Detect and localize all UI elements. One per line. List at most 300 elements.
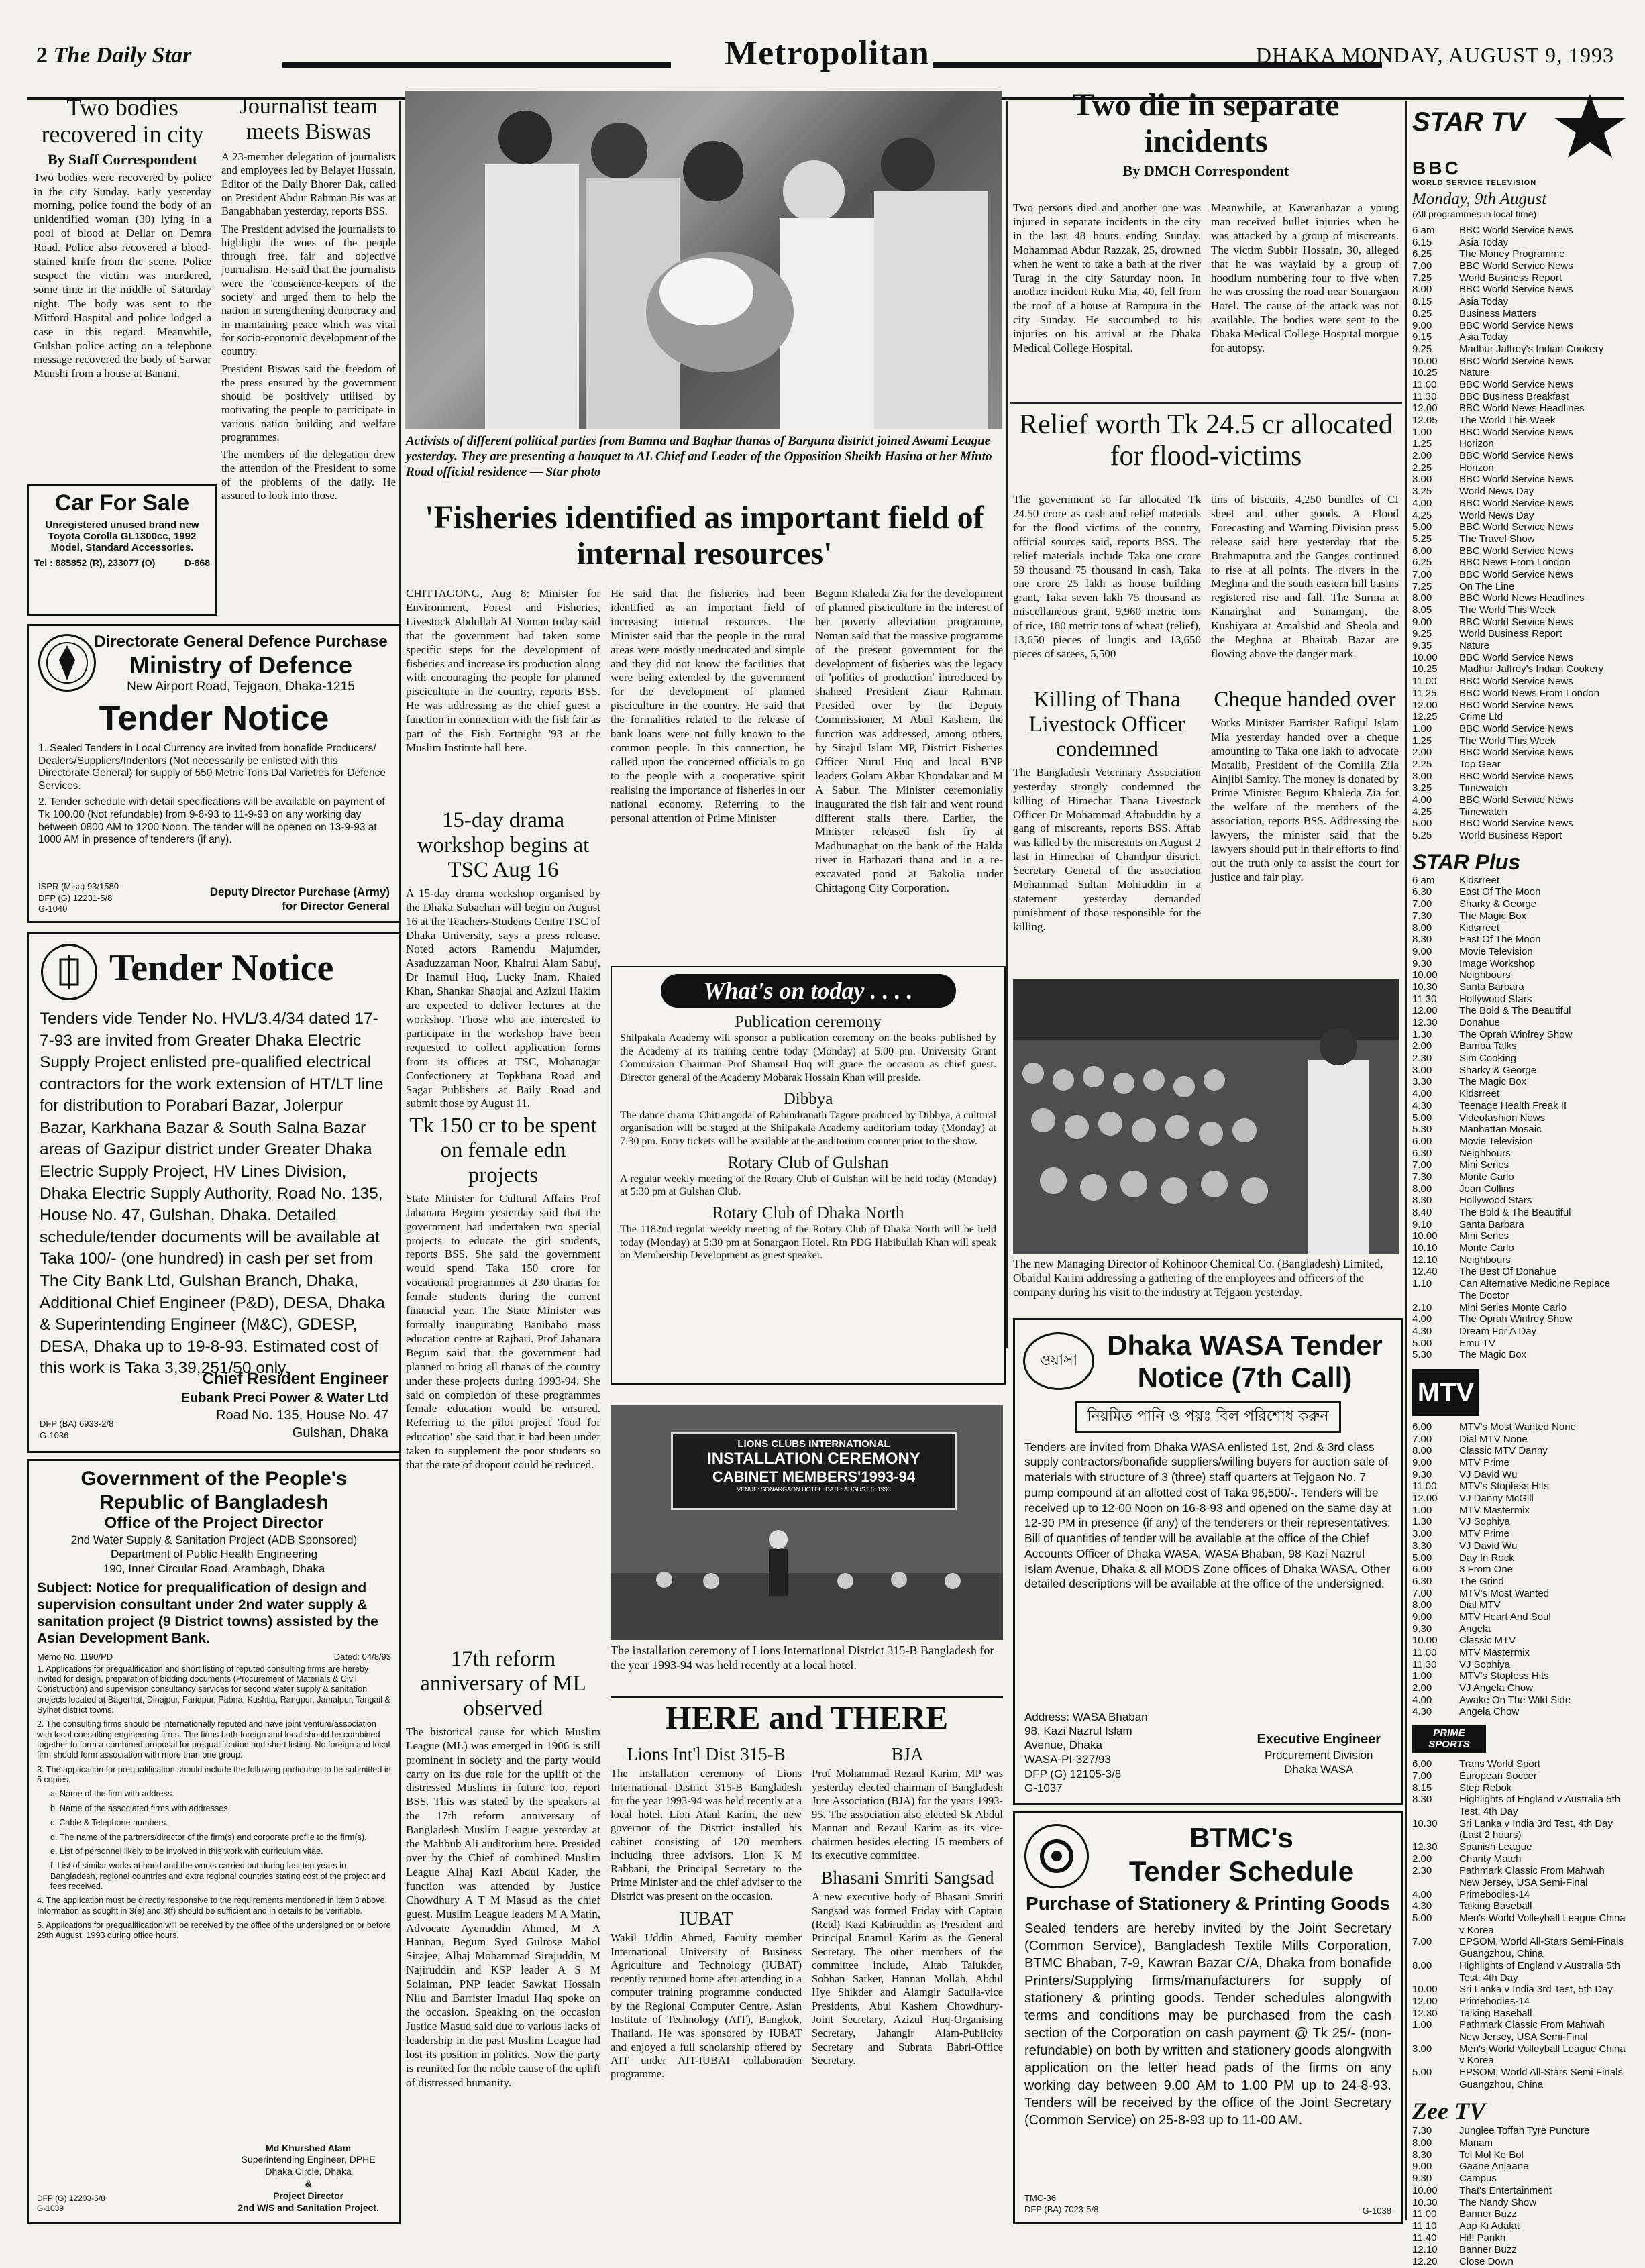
schedule-row (1412, 747, 1627, 759)
signatory-title: Dhaka WASA (1284, 1762, 1354, 1776)
schedule-row (1412, 1183, 1627, 1195)
schedule-time: 7.00 (1412, 1159, 1432, 1171)
event-heading: Rotary Club of Dhaka North (712, 1204, 904, 1223)
schedule-programme: The Oprah Winfrey Show (1459, 1313, 1573, 1326)
schedule-row (1412, 1017, 1627, 1029)
schedule-programme: Asia Today (1459, 296, 1509, 308)
schedule-programme: Timewatch (1459, 806, 1507, 818)
schedule-programme: Madhur Jaffrey's Indian Cookery (1459, 343, 1604, 355)
schedule-programme: Dream For A Day (1459, 1325, 1537, 1337)
schedule-row (1412, 592, 1627, 604)
schedule-programme: Sri Lanka v India 3rd Test, 4th Day (Last 2 hours) (1459, 1817, 1613, 1841)
schedule-time: 1.00 (1412, 1670, 1432, 1682)
schedule-time: 5.00 (1412, 1552, 1432, 1564)
schedule-row (1412, 1635, 1627, 1647)
schedule-row (1412, 1052, 1627, 1065)
schedule-programme: MTV Mastermix (1459, 1504, 1530, 1516)
schedule-row (1412, 2244, 1627, 2256)
tender-title: Dhaka WASA Tender (1107, 1330, 1383, 1361)
schedule-time: 11.10 (1412, 2220, 1437, 2232)
schedule-time: 3.30 (1412, 1540, 1432, 1552)
schedule-row (1412, 1302, 1627, 1314)
schedule-time: 5.00 (1412, 818, 1432, 830)
schedule-row (1412, 2019, 1627, 2043)
signatory: for Director General (282, 899, 390, 912)
schedule-programme: Pathmark Classic From Mahwah New Jersey, USA Semi-Final (1459, 1865, 1605, 1888)
schedule-row (1412, 663, 1627, 676)
schedule-row (1412, 628, 1627, 640)
schedule-time: 2.30 (1412, 1865, 1432, 1877)
schedule-programme: BBC Business Breakfast (1459, 390, 1569, 402)
article-journalist-team (221, 94, 396, 577)
schedule-time: 12.25 (1412, 711, 1438, 723)
schedule-programme: Highlights of England v Australia 5th Test, 4th Day (1459, 1794, 1621, 1817)
schedule-row (1412, 1758, 1627, 1770)
schedule-row (1412, 1588, 1627, 1600)
schedule-row (1412, 438, 1627, 450)
schedule-row (1412, 1076, 1627, 1088)
rule (1010, 402, 1402, 404)
schedule-row (1412, 2161, 1627, 2173)
schedule-time: 11.30 (1412, 1658, 1437, 1670)
schedule-row (1412, 1623, 1627, 1635)
event-text: The dance drama 'Chitrangoda' of Rabindranath Tagore produced by Dibbya, a cultural organisation will be staged at the Shilpakala Academy auditorium today (Monday) at 7:30 pm. Entry tickets will be available at the auditorium counter prior to the show. (620, 1109, 996, 1148)
schedule-row (1412, 1171, 1627, 1183)
schedule-time: 12.00 (1412, 402, 1438, 415)
schedule-row (1412, 1960, 1627, 1984)
schedule-row (1412, 922, 1627, 934)
schedule-time: 2.00 (1412, 747, 1432, 759)
schedule-time: 10.00 (1412, 355, 1438, 367)
schedule-programme: Monte Carlo (1459, 1242, 1514, 1254)
address-line: 98, Kazi Nazrul Islam (1024, 1724, 1132, 1737)
article-body: The Bangladesh Veterinary Association yesterday strongly condemned the killing of Himechar Thana Livestock Officer Dr Mohammad Aftabuddin by a gang of miscreants, reports BSS. Aftab was killed by the miscreants on August 2 last in Himechar of Chandpur district. Secretary General of the association Mohammad Sultan Mohiuddin in a statement yesterday demanded punishment of those responsible for the killing. (1013, 765, 1201, 933)
article-body: A 15-day drama workshop organised by the Dhaka Subachan will begin on August 16 at the Teachers-Students Centre TSC of Dhaka University, says a press release. Noted actors Ramendu Majumder, Asaduzzaman Noor, Khairul Alam Sabuj, Dr Inamul Huq, Lucky Inam, Khaled Khan, Shankar Shaojal and Azizul Hakim are expected to deliver lectures at the workshop. Those who are interested to participate in the workshop have been requested to collect application forms from its offices at TSC, Mohanagar Confectionery at Topkhana Road and Sagar Publishers at Baily Road and submit those by August 11. (406, 886, 600, 1110)
section-title: HERE and THERE (665, 1698, 949, 1736)
schedule-row (1412, 934, 1627, 946)
headline: 17th reform anniversary of ML observed (420, 1647, 586, 1721)
schedule-programme: MTV Mastermix (1459, 1647, 1530, 1658)
schedule-programme: Junglee Toffan Tyre Puncture (1459, 2125, 1590, 2137)
article-body: Two bodies were recovered by police in the city Sunday. Early yesterday morning, police found the body of an unidentified woman (30) lying in a pool of blood at Dellar on Demra Road. Police also recovered a blood-stained knife from the scene. Police suspect the victim was murdered, some time in the middle of Saturday night. The body was sent to the Mitford Hospital and police lodged a case in this regard. Meanwhile, Gulshan police acting on a telephone message recovered the body of Sarwar Munshi from a house at Banani. (34, 170, 211, 380)
item-heading: Lions Int'l Dist 315-B (627, 1744, 786, 1764)
schedule-row (1412, 1670, 1627, 1682)
ad-title: Car For Sale (54, 490, 190, 516)
article-tk150 (406, 1114, 600, 1643)
article-killing (1013, 688, 1201, 976)
item-text: A new executive body of Bhasani Smriti Sangsad was formed Friday with Captain (Retd) Kazi Kabiruddin as President and Principal Enamul Karim as the General Secretary. The other members of the committee include, Altab Talukder, Sobhan Sarker, Hannan Mollah, Abdul Hye Shikder and Alamgir Sadulla-vice Presidents, Abul Kashem Chowdhury-Joint Secretary, Azizul Huq-Organising Secretary, Jahangir Alam-Publicity Secretary and Subrata Babri-Office Secretary. (812, 1890, 1003, 2067)
schedule-row (1412, 367, 1627, 379)
schedule-row (1412, 969, 1627, 981)
schedule-row (1412, 2256, 1627, 2268)
schedule-time: 12.30 (1412, 1017, 1438, 1028)
schedule-row (1412, 391, 1627, 403)
schedule-time: 6 am (1412, 225, 1435, 236)
schedule-programme: BBC World Service News (1459, 616, 1573, 628)
item-text: The installation ceremony of Lions International District 315-B Bangladesh for the year 1993-94 was held recently at a local hotel. Lion Ataul Karim, the new governor of the District installed his cabinet consisting of 120 members including three advisors. Lion K M Rabbani, the Principal Secretary to the Prime Minister and the chief adviser to the District was present on the occasion. (611, 1767, 802, 1902)
schedule-time: 2.00 (1412, 1040, 1432, 1052)
schedule-row (1412, 1706, 1627, 1718)
schedule-time: 12.20 (1412, 2255, 1438, 2267)
prime-sports-schedule (1412, 1758, 1627, 2090)
schedule-row (1412, 1818, 1627, 1841)
ad-car-for-sale (27, 484, 217, 616)
schedule-programme: Awake On The Wild Side (1459, 1694, 1571, 1706)
schedule-programme: Teenage Health Freak II (1459, 1099, 1567, 1112)
schedule-row (1412, 735, 1627, 747)
event-heading: Publication ceremony (735, 1013, 882, 1031)
article-relief-col1: The government so far allocated Tk 24.50 crore as cash and relief materials for the flood victims of the country, official sources said, reports BSS. The relief materials include Taka one crore 59 thousand 75 thousand in cash, Taka one crore 25 lakh as house building grant, Taka seven lakh 75 thousand as miscellaneous grant, 9,960 metric tons of rice, 180 metric tons of wheat (relief), 13,650 pieces of lungis and 13,650 pieces of sarees, 5,500 (1013, 493, 1201, 660)
schedule-programme: Talking Baseball (1459, 1900, 1532, 1912)
schedule-row (1412, 510, 1627, 522)
item-text: Prof Mohammad Rezaul Karim, MP was yesterday elected chairman of Bangladesh Jute Association (BJA) for the years 1993-95. The association also elected Sk Abdul Mannan and Rezaul Karim as its vice-chairmen besides electing 15 members of its executive committee. (812, 1767, 1003, 1861)
schedule-row (1412, 356, 1627, 368)
schedule-programme: Men's World Volleyball League China v Korea (1459, 1912, 1626, 1936)
schedule-time: 7.00 (1412, 898, 1432, 910)
signatory: Project Director (273, 2190, 344, 2202)
schedule-time: 6 am (1412, 874, 1435, 886)
schedule-time: 11.00 (1412, 378, 1437, 390)
schedule-programme: BBC World News Headlines (1459, 592, 1585, 604)
schedule-time: 12.00 (1412, 699, 1438, 711)
schedule-time: 3.00 (1412, 1528, 1432, 1540)
schedule-time: 5.00 (1412, 1337, 1432, 1349)
schedule-time: 11.00 (1412, 2208, 1437, 2220)
schedule-row (1412, 1029, 1627, 1041)
schedule-time: 2.00 (1412, 1853, 1432, 1865)
schedule-time: 8.30 (1412, 1794, 1432, 1806)
tender-title: Tender Schedule (1128, 1855, 1355, 1887)
column-rule (1006, 101, 1008, 1348)
headline: Tk 150 cr to be spent on female edn projects (409, 1114, 597, 1187)
schedule-programme: Classic MTV Danny (1459, 1445, 1548, 1457)
schedule-row (1412, 604, 1627, 616)
banner-text: LIONS CLUBS INTERNATIONAL (737, 1438, 890, 1450)
ref-code: G-1036 (40, 1430, 69, 1441)
schedule-row (1412, 308, 1627, 320)
schedule-time: 7.00 (1412, 1433, 1432, 1445)
schedule-programme: The Grind (1459, 1575, 1504, 1587)
bbc-subtitle: WORLD SERVICE TELEVISION (1412, 179, 1537, 187)
schedule-row (1412, 1865, 1627, 1888)
schedule-row (1412, 1841, 1627, 1853)
schedule-time: 12.30 (1412, 2007, 1438, 2019)
schedule-programme: Primebodies-14 (1459, 1888, 1530, 1900)
schedule-row (1412, 830, 1627, 842)
schedule-programme: That's Entertainment (1459, 2184, 1552, 2196)
schedule-programme: Image Workshop (1459, 957, 1536, 969)
schedule-note: (All programmes in local time) (1412, 209, 1537, 219)
schedule-programme: The Travel Show (1459, 533, 1535, 545)
schedule-programme: VJ David Wu (1459, 1540, 1518, 1552)
schedule-row (1412, 1694, 1627, 1707)
ad-gov-prequalification (27, 1459, 401, 2224)
schedule-time: 1.00 (1412, 2019, 1432, 2031)
schedule-programme: MTV Prime (1459, 1528, 1509, 1540)
schedule-row (1412, 1434, 1627, 1446)
mtv-logo: MTV (1412, 1369, 1479, 1416)
schedule-programme: MTV Heart And Soul (1459, 1611, 1551, 1623)
schedule-programme: The Bold & The Beautiful (1459, 1207, 1571, 1218)
schedule-programme: The Bold & The Beautiful (1459, 1005, 1571, 1017)
schedule-row (1412, 2149, 1627, 2161)
schedule-time: 9.00 (1412, 2161, 1432, 2173)
schedule-programme: VJ Sophiya (1459, 1658, 1510, 1670)
schedule-time: 2.25 (1412, 462, 1432, 474)
schedule-row (1412, 2137, 1627, 2149)
schedule-row (1412, 1338, 1627, 1350)
schedule-time: 9.00 (1412, 319, 1432, 331)
ad-code: D-868 (184, 557, 210, 568)
ref-code: G-1040 (38, 903, 68, 914)
schedule-programme: Joan Collins (1459, 1183, 1514, 1195)
schedule-time: 8.00 (1412, 284, 1432, 296)
event-text: A regular weekly meeting of the Rotary Club of Gulshan will be held today (Monday) at 5:30 pm at Gulshan Club. (620, 1173, 996, 1198)
schedule-programme: Nature (1459, 640, 1490, 652)
schedule-row (1412, 981, 1627, 993)
tender-title: BTMC's (1189, 1822, 1293, 1853)
schedule-programme: Banner Buzz (1459, 2244, 1517, 2256)
list-item: c. Cable & Telephone numbers. (50, 1818, 168, 1828)
schedule-time: 1.25 (1412, 438, 1432, 450)
schedule-row (1412, 1136, 1627, 1148)
schedule-programme: European Soccer (1459, 1770, 1537, 1782)
masthead-rule-left (282, 62, 671, 68)
schedule-row (1412, 1552, 1627, 1564)
paragraph: The President advised the journalists to highlight the woes of the people through free, fair and objective journalism. He said that the journalists were the 'conscience-keepers of the society' and urged them to help the nation in strengthening democracy and in maintaining peace which was vital for socio-economic development of the country. (221, 222, 396, 358)
schedule-programme: Sharky & George (1459, 898, 1537, 910)
schedule-row (1412, 782, 1627, 794)
schedule-row (1412, 806, 1627, 818)
schedule-time: 8.00 (1412, 592, 1432, 604)
schedule-row (1412, 1996, 1627, 2008)
schedule-programme: The World This Week (1459, 735, 1556, 747)
byline: By DMCH Correspondent (1122, 162, 1289, 179)
schedule-row (1412, 2008, 1627, 2020)
ad-desa-tender (27, 932, 401, 1453)
schedule-time: 1.30 (1412, 1028, 1432, 1040)
schedule-row (1412, 886, 1627, 898)
headline: Two die in separate incidents (1072, 87, 1340, 159)
schedule-row (1412, 296, 1627, 308)
ref-code: WASA-PI-327/93 (1024, 1753, 1111, 1766)
schedule-time: 11.30 (1412, 390, 1437, 402)
schedule-time: 11.40 (1412, 2232, 1437, 2244)
ad-wasa-tender (1013, 1318, 1403, 1805)
schedule-row (1412, 1088, 1627, 1100)
schedule-programme: Crime Ltd (1459, 711, 1503, 723)
schedule-time: 8.00 (1412, 922, 1432, 934)
schedule-time: 10.00 (1412, 651, 1438, 663)
schedule-row (1412, 1599, 1627, 1611)
schedule-row (1412, 581, 1627, 593)
ref-code: DFP (G) 12231-5/8 (38, 892, 113, 903)
schedule-row (1412, 225, 1627, 237)
schedule-programme: Dial MTV None (1459, 1433, 1528, 1445)
schedule-time: 7.25 (1412, 580, 1432, 592)
ad-phone: Tel : 885852 (R), 233077 (O) (34, 557, 156, 568)
schedule-time: 5.00 (1412, 521, 1432, 533)
list-item: a. Name of the firm with address. (50, 1789, 174, 1799)
tender-text: Tenders are invited from Dhaka WASA enlisted 1st, 2nd & 3rd class supply contractors/bonafide suppliers/willing buyers for auction sale of materials with structure of 3 (three) staff quarters at Tejgaon No. 7 pump compound at an allotted cost of Taka 96,500/-. Tenders will be received up to 12-00 Noon on 16-8-93 and opened on the same day at 12-30 PM in presence (if any) of the tenderers or their representatives. Bill of quantities of tender will be available at the office of the Chief Accounts Officer of Dhaka WASA, WASA Bhaban, 98 Kazi Nazrul Islam Avenue, Dhaka & all MODS Zone offices of Dhaka WASA. Other detailed descriptions will be available at the office of the undersigned. (1024, 1440, 1391, 1591)
schedule-row (1412, 557, 1627, 569)
schedule-programme: MTV Prime (1459, 1457, 1509, 1468)
schedule-programme: Sim Cooking (1459, 1052, 1517, 1065)
schedule-programme: Trans World Sport (1459, 1758, 1540, 1770)
tender-title: Notice (7th Call) (1137, 1362, 1352, 1394)
schedule-programme: BBC World Service News (1459, 818, 1573, 830)
schedule-time: 6.00 (1412, 545, 1432, 557)
schedule-time: 11.30 (1412, 993, 1437, 1005)
schedule-time: 8.05 (1412, 604, 1432, 616)
schedule-programme: BBC World Service News (1459, 319, 1573, 331)
dateline: DHAKA MONDAY, AUGUST 9, 1993 (1255, 43, 1614, 67)
schedule-time: 11.25 (1412, 687, 1437, 699)
schedule-time: 9.00 (1412, 1457, 1432, 1468)
schedule-row (1412, 2220, 1627, 2232)
schedule-time: 9.25 (1412, 343, 1432, 355)
tender-subtitle: Purchase of Stationery & Printing Goods (1026, 1893, 1390, 1914)
schedule-programme: Santa Barbara (1459, 981, 1524, 993)
schedule-time: 8.40 (1412, 1207, 1432, 1218)
signatory-title: Superintending Engineer, DPHE (241, 2154, 376, 2165)
ref-code: DFP (G) 12203-5/8 (37, 2193, 105, 2203)
schedule-time: 6.30 (1412, 1147, 1432, 1159)
schedule-programme: Manam (1459, 2137, 1493, 2149)
article-two-die (1013, 87, 1399, 198)
schedule-time: 3.00 (1412, 2043, 1432, 2055)
banner-text: INSTALLATION CEREMONY (707, 1450, 920, 1468)
schedule-programme: Classic MTV (1459, 1635, 1516, 1647)
schedule-programme: Monte Carlo (1459, 1171, 1514, 1183)
schedule-time: 11.00 (1412, 1480, 1437, 1493)
schedule-time: 12.00 (1412, 1005, 1438, 1017)
schedule-time: 9.25 (1412, 628, 1432, 640)
schedule-time: 8.00 (1412, 1183, 1432, 1195)
schedule-programme: World News Day (1459, 509, 1534, 521)
schedule-programme: World Business Report (1459, 272, 1562, 284)
schedule-time: 11.00 (1412, 1647, 1437, 1658)
list-item: d. The name of the partners/director of the firm(s) and corporate profile to the firm(s). (50, 1832, 367, 1842)
schedule-programme: Primebodies-14 (1459, 1995, 1530, 2007)
schedule-row (1412, 946, 1627, 958)
signatory-and: & (305, 2178, 312, 2190)
schedule-row (1412, 616, 1627, 629)
schedule-row (1412, 2232, 1627, 2245)
schedule-time: 4.00 (1412, 1888, 1432, 1900)
schedule-programme: Angela (1459, 1623, 1491, 1635)
schedule-time: 7.00 (1412, 568, 1432, 580)
paragraph: 3. The application for prequalification should include the following particulars to be submitted in 5 copies. (37, 1764, 391, 1785)
schedule-row (1412, 910, 1627, 922)
schedule-programme: MTV's Most Wanted None (1459, 1421, 1577, 1433)
office-name: Office of the Project Director (104, 1514, 324, 1532)
schedule-programme: Top Gear (1459, 758, 1501, 770)
schedule-row (1412, 993, 1627, 1006)
schedule-programme: East Of The Moon (1459, 934, 1541, 946)
headline: 15-day drama workshop begins at TSC Aug 16 (417, 808, 590, 882)
schedule-time: 7.00 (1412, 260, 1432, 272)
ref-code: G-1039 (37, 2204, 64, 2214)
star-plus-schedule (1412, 875, 1627, 1361)
paragraph: 1. Applications for prequalification and short listing of reputed consulting firms are hereby invited for design, preparation of bidding documents (Procurement of Materials & Civil Construction) and supervision consultancy services for second water supply & sanitation projects located at Bagerhat, Dinajpur, Faridpur, Pabna, Kushtia, Rangpur, Jamalpur, Tangail & Sylhet district towns. (37, 1664, 390, 1715)
schedule-programme: VJ Sophiya (1459, 1516, 1510, 1528)
signatory-title: Procurement Division (1264, 1748, 1373, 1762)
schedule-row (1412, 533, 1627, 545)
schedule-programme: Dial MTV (1459, 1599, 1501, 1611)
schedule-row (1412, 1207, 1627, 1219)
schedule-time: 1.00 (1412, 1504, 1432, 1516)
schedule-programme: Asia Today (1459, 331, 1509, 343)
schedule-time: 12.10 (1412, 1254, 1438, 1266)
schedule-programme: Day In Rock (1459, 1552, 1514, 1564)
schedule-row (1412, 474, 1627, 486)
schedule-time: 8.30 (1412, 2149, 1432, 2161)
crest-icon (38, 634, 96, 692)
schedule-time: 4.30 (1412, 1325, 1432, 1337)
schedule-time: 6.30 (1412, 1575, 1432, 1587)
signatory: Md Khurshed Alam (266, 2142, 352, 2153)
schedule-row (1412, 272, 1627, 284)
column-rule (1405, 101, 1407, 2220)
schedule-row (1412, 1445, 1627, 1457)
schedule-programme: Talking Baseball (1459, 2007, 1532, 2019)
schedule-programme: Angela Chow (1459, 1706, 1520, 1718)
schedule-time: 4.00 (1412, 1694, 1432, 1706)
photo-awami-league-bouquet (405, 91, 1002, 429)
schedule-programme: The Money Programme (1459, 248, 1565, 260)
schedule-programme: Campus (1459, 2173, 1497, 2185)
schedule-row (1412, 898, 1627, 910)
schedule-row (1412, 794, 1627, 806)
article-cheque (1211, 688, 1399, 976)
schedule-programme: BBC World Service News (1459, 521, 1573, 533)
schedule-row (1412, 1984, 1627, 1996)
schedule-row (1412, 1576, 1627, 1588)
schedule-time: 5.25 (1412, 830, 1432, 842)
schedule-time: 9.00 (1412, 616, 1432, 628)
schedule-time: 1.25 (1412, 735, 1432, 747)
schedule-time: 5.00 (1412, 2067, 1432, 2078)
schedule-programme: BBC World Service News (1459, 474, 1573, 486)
article-relief (1013, 409, 1399, 490)
schedule-row (1412, 1254, 1627, 1266)
schedule-row (1412, 1100, 1627, 1112)
schedule-programme: On The Line (1459, 580, 1515, 592)
banner-text: CABINET MEMBERS'1993-94 (712, 1468, 916, 1485)
schedule-row (1412, 486, 1627, 498)
schedule-time: 7.30 (1412, 910, 1432, 922)
address-line: Address: WASA Bhaban (1024, 1710, 1148, 1723)
schedule-time: 5.00 (1412, 1912, 1432, 1925)
list-item: f. List of similar works at hand and the works carried out during last ten years in Bangladesh, regional countries and extra regional countries stating cost of the project and fees received. (50, 1861, 386, 1891)
schedule-time: 4.30 (1412, 1706, 1432, 1718)
subject-line: Subject: Notice for prequalification of design and supervision consultant under 2nd water supply & sanitation project (9 District towns) assisted by the Asian Development Bank. (37, 1580, 378, 1647)
schedule-row (1412, 1469, 1627, 1481)
schedule-time: 8.15 (1412, 296, 1432, 308)
org-name: Directorate General Defence Purchase (94, 633, 388, 651)
schedule-programme: Mini Series Monte Carlo (1459, 1301, 1567, 1313)
zee-tv-logo: Zee TV (1412, 2098, 1485, 2125)
signatory-title: 2nd W/S and Sanitation Project. (237, 2202, 379, 2214)
schedule-programme: Aap Ki Adalat (1459, 2220, 1520, 2232)
schedule-programme: Highlights of England v Australia 5th Test, 4th Day (1459, 1959, 1621, 1984)
signatory: Executive Engineer (1257, 1731, 1381, 1747)
headline: 'Fisheries identified as important field of internal resources' (425, 500, 984, 572)
schedule-programme: BBC World Service News (1459, 722, 1573, 735)
schedule-time: 10.00 (1412, 969, 1438, 981)
article-two-die-col2: Meanwhile, at Kawranbazar a young man received bullet injuries when he was attacked by a group of miscreants. The victim Subbir Hossain, 30, alleged that he was waylaid by a group of hoodlum numbering four to five when he was crossing the road near Sonargaon Hotel. The cause of the attack was not available. The bodies were sent to the Dhaka Medical College Hospital morgue for autopsy. (1211, 201, 1399, 355)
